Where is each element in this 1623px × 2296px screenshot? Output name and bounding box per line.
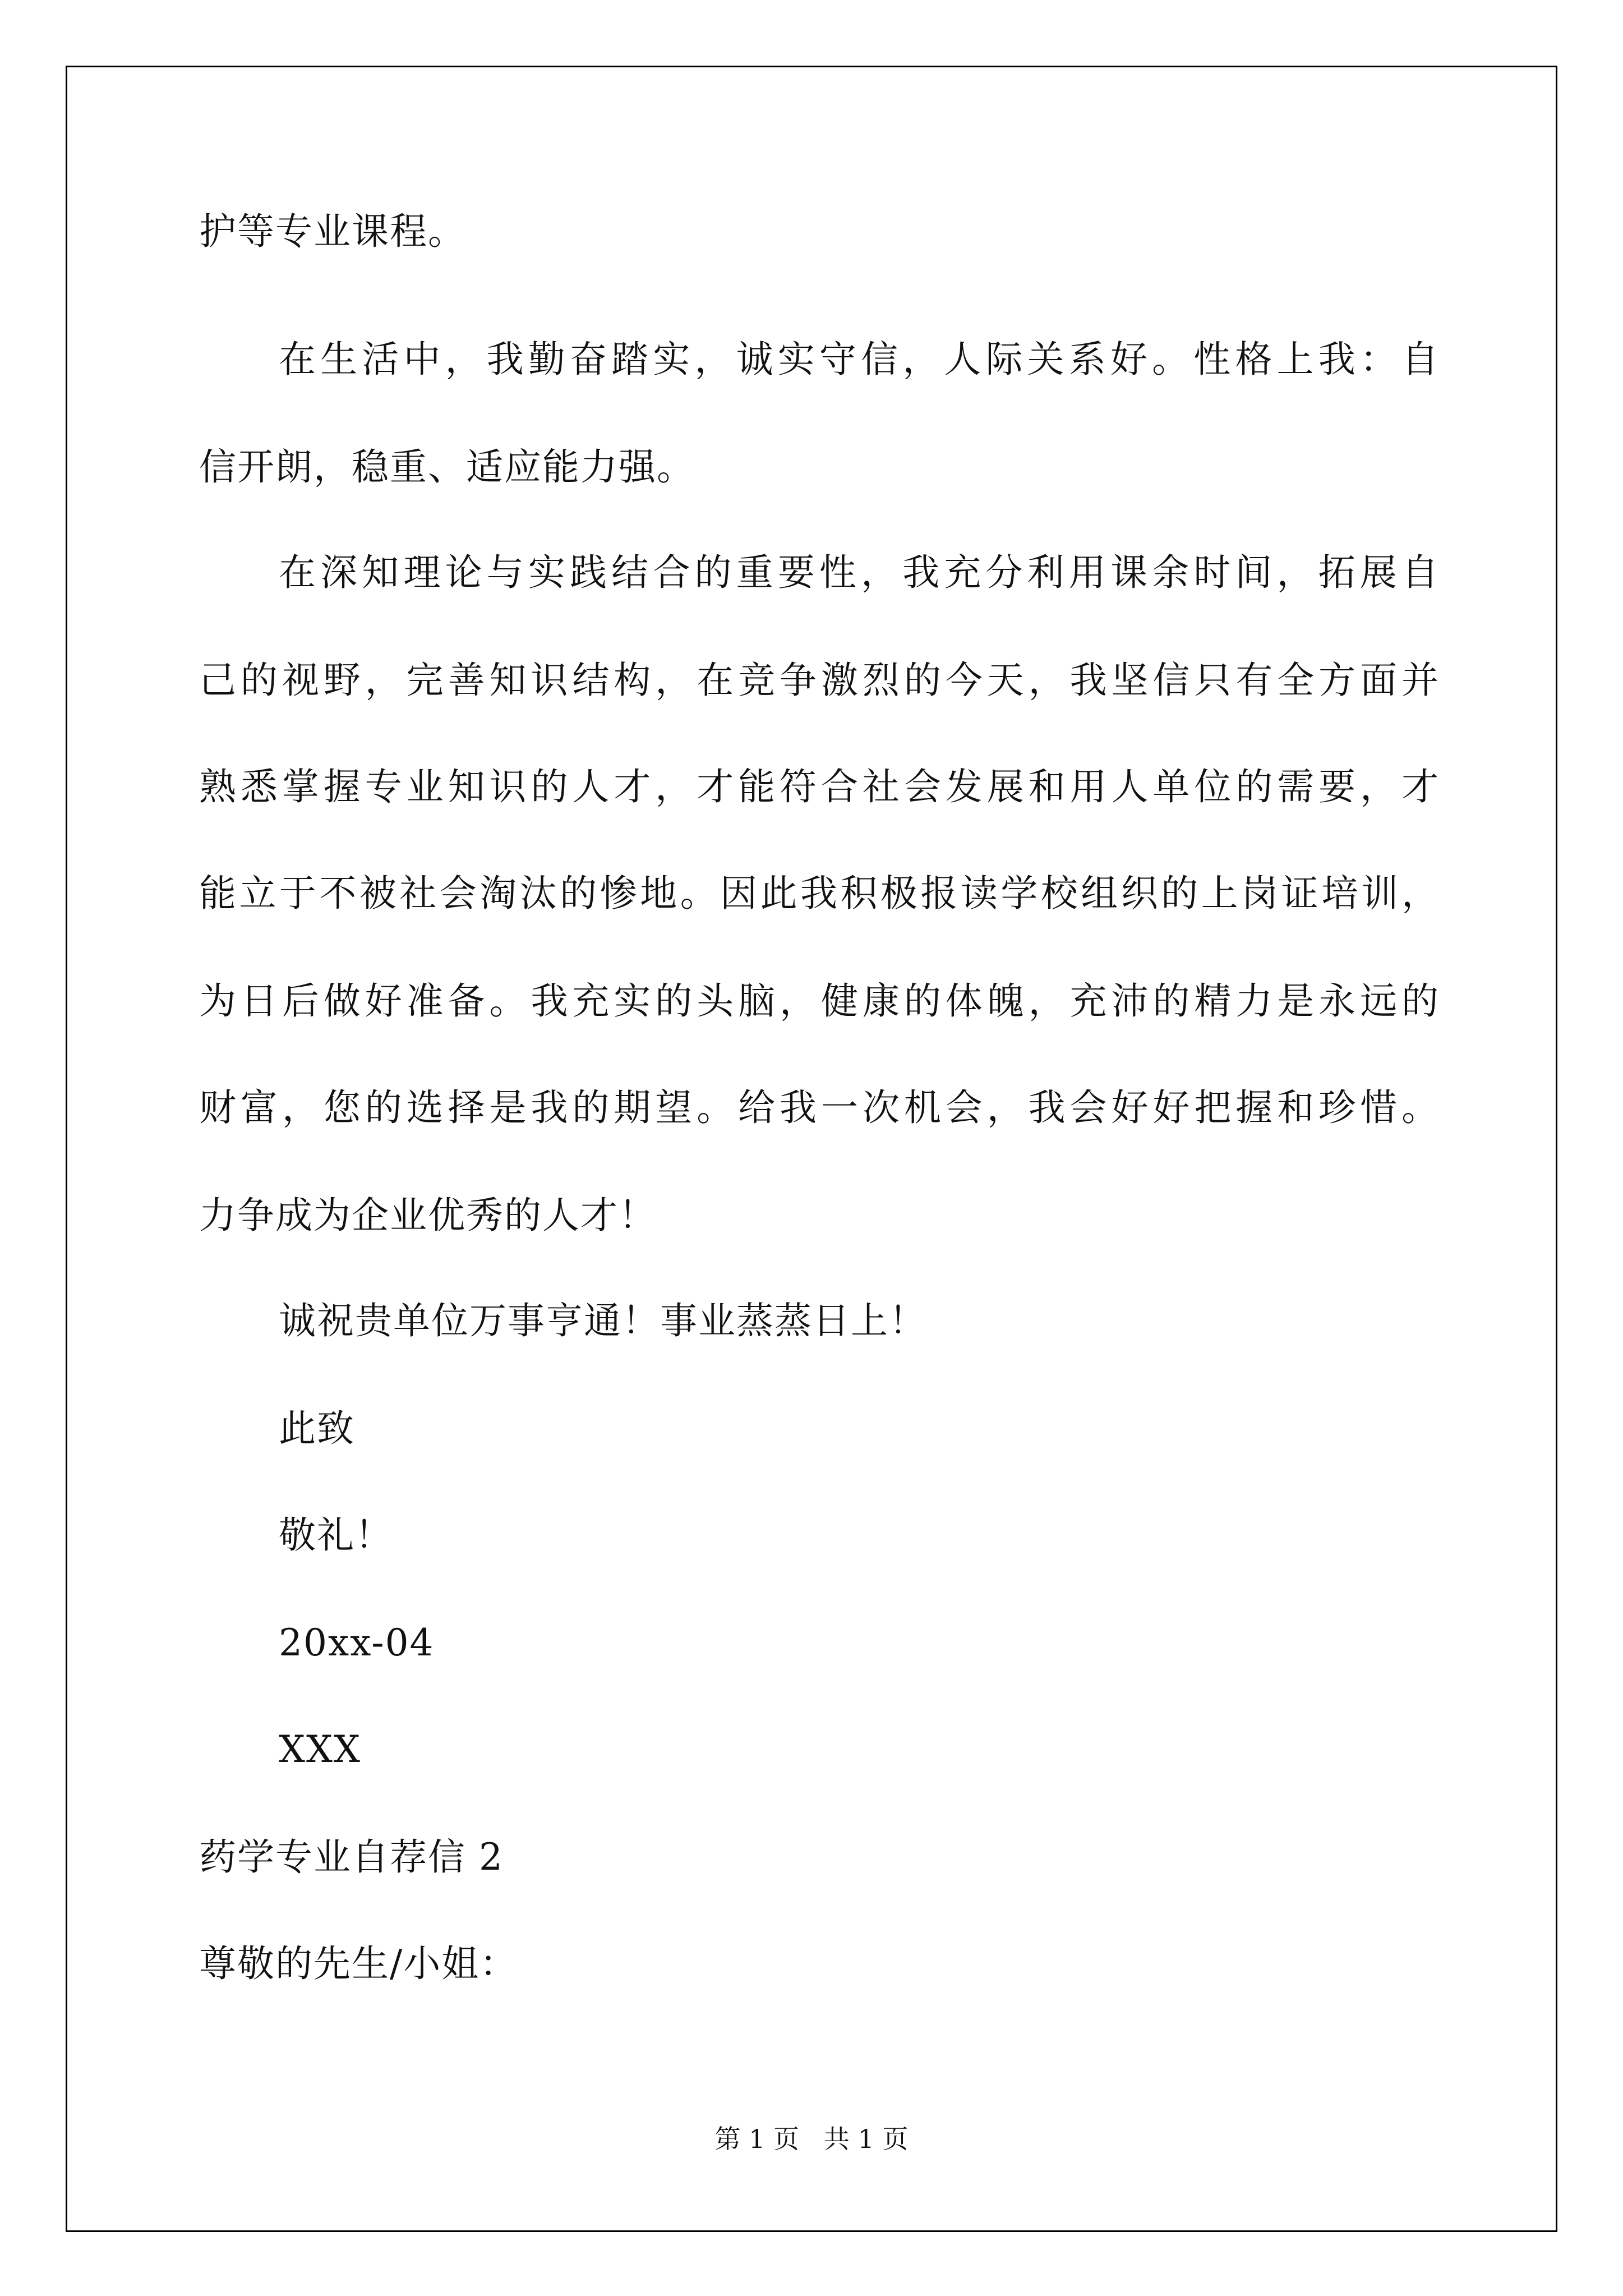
letter-greeting: 尊敬的先生/小姐： (199, 1942, 518, 1985)
paragraph-line: 力争成为企业优秀的人才！ (199, 1194, 657, 1237)
paragraph-line: 己的视野，完善知识结构，在竞争激烈的今天，我坚信只有全方面并 (199, 659, 1438, 702)
closing-wish: 诚祝贵单位万事亨通！事业蒸蒸日上！ (279, 1299, 927, 1342)
paragraph-line: 在生活中，我勤奋踏实，诚实守信，人际关系好。性格上我：自 (279, 338, 1438, 381)
paragraph-line: 在深知理论与实践结合的重要性，我充分利用课余时间，拓展自 (279, 551, 1438, 594)
salutation-ci-zhi: 此致 (279, 1407, 355, 1450)
salutation-jing-li: 敬礼！ (279, 1513, 393, 1557)
page-footer: 第 1 页 共 1 页 (714, 2124, 909, 2154)
paragraph-line: 护等专业课程。 (199, 210, 466, 253)
paragraph-line: 能立于不被社会淘汰的惨地。因此我积极报读学校组织的上岗证培训， (199, 872, 1438, 915)
paragraph-line: 信开朗，稳重、适应能力强。 (199, 445, 695, 489)
paragraph-line: 财富，您的选择是我的期望。给我一次机会，我会好好把握和珍惜。 (199, 1086, 1438, 1129)
paragraph-line: 熟悉掌握专业知识的人才，才能符合社会发展和用人单位的需要，才 (199, 765, 1438, 808)
page-frame (66, 66, 1557, 2232)
paragraph-line: 为日后做好准备。我充实的头脑，健康的体魄，充沛的精力是永远的 (199, 979, 1438, 1023)
letter-signature: XXX (279, 1728, 361, 1771)
letter-date: 20xx-04 (279, 1621, 435, 1664)
section-heading: 药学专业自荐信 2 (199, 1835, 504, 1879)
